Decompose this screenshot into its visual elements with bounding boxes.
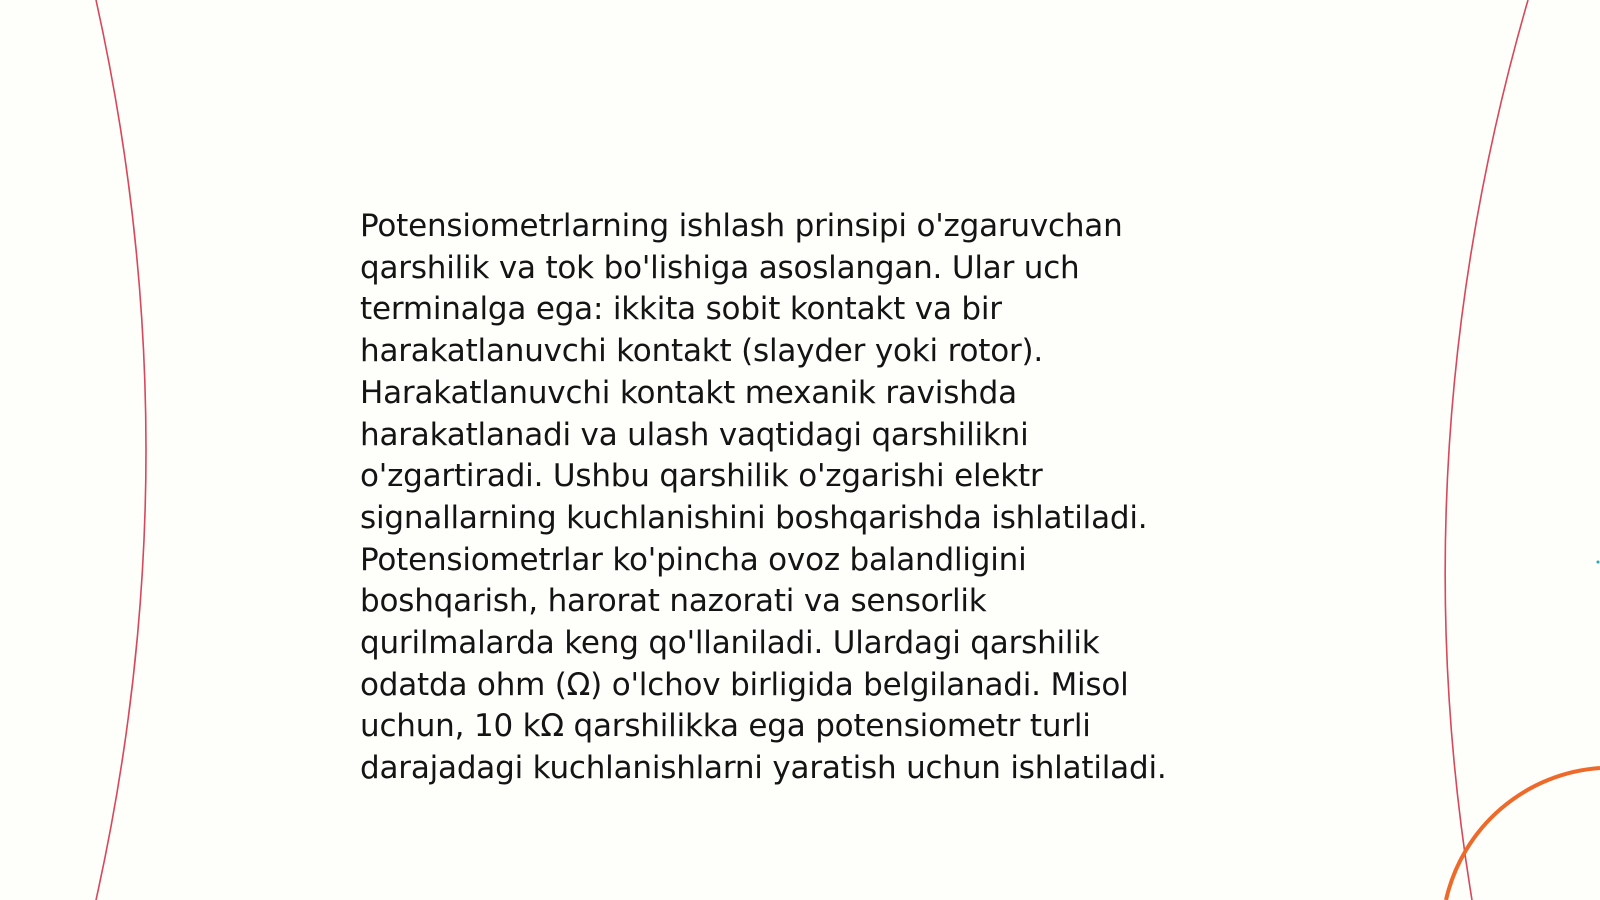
text-line: terminalga ega: ikkita sobit kontakt va bir: [360, 291, 1002, 328]
text-line: odatda ohm (Ω) o'lchov birligida belgilanadi. Misol: [360, 666, 1129, 703]
text-line: boshqarish, harorat nazorati va sensorlik: [360, 583, 987, 620]
text-line: qurilmalarda keng qo'llaniladi. Ulardagi qarshilik: [360, 625, 1100, 662]
left-curve-line: [96, 0, 146, 900]
text-line: Potensiometrlar ko'pincha ovoz balandligini: [360, 541, 1027, 578]
text-line: darajadagi kuchlanishlarni yaratish uchun ishlatiladi.: [360, 750, 1167, 787]
text-line: harakatlanadi va ulash vaqtidagi qarshilikni: [360, 416, 1029, 453]
text-line: harakatlanuvchi kontakt (slayder yoki rotor).: [360, 333, 1044, 370]
text-line: signallarning kuchlanishini boshqarishda ishlatiladi.: [360, 499, 1148, 536]
right-curve-line: [1445, 0, 1528, 900]
text-line: qarshilik va tok bo'lishiga asoslangan. Ular uch: [360, 249, 1080, 286]
text-line: Harakatlanuvchi kontakt mexanik ravishda: [360, 374, 1017, 411]
teal-dot: [1597, 561, 1600, 564]
text-line: uchun, 10 kΩ qarshilikka ega potensiometr turli: [360, 708, 1091, 745]
text-line: o'zgartiradi. Ushbu qarshilik o'zgarishi elektr: [360, 458, 1043, 495]
slide-body-text: [360, 206, 1240, 790]
text-line: Potensiometrlarning ishlash prinsipi o'zgaruvchan: [360, 208, 1123, 244]
